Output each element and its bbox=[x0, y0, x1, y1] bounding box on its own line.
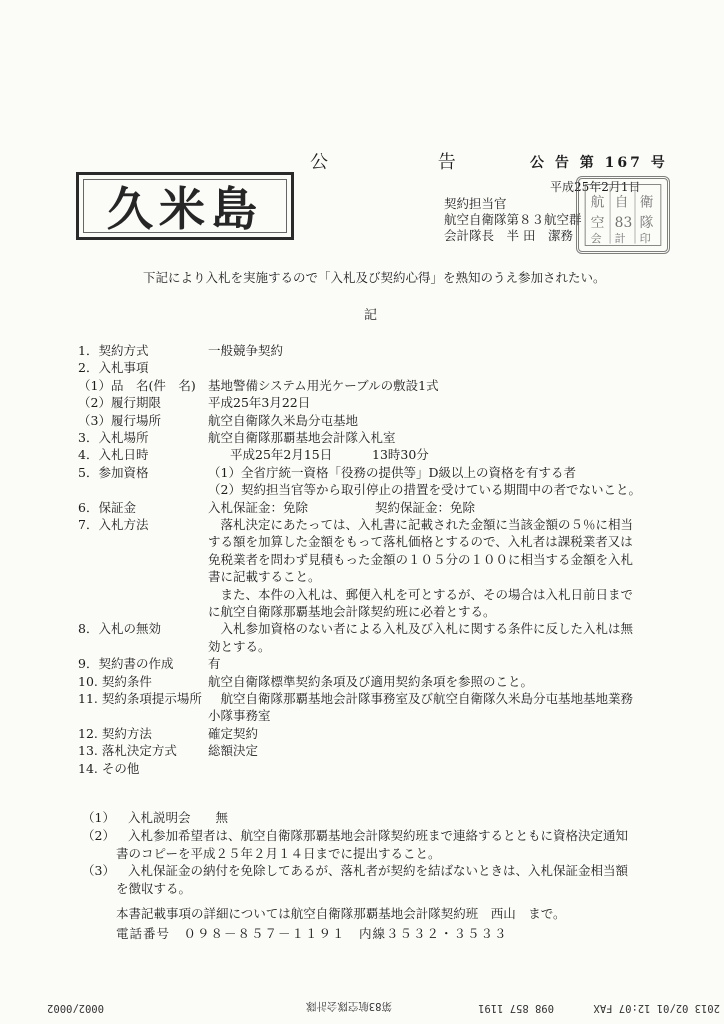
footer-phone: 電話番号 ０９８－８５７－１１９１ 内線３５３２・３５３３ bbox=[116, 926, 508, 941]
item-value: 免税業者を問わず見積もった金額の１０５分の１００に相当する金額を入札 bbox=[208, 552, 634, 567]
document-title: 公 告 bbox=[310, 152, 508, 173]
item-label: 2．入札事項 bbox=[78, 360, 149, 375]
item-value: また、本件の入札は、郵便入札を可とするが、その場合は入札日前日まで bbox=[208, 587, 634, 602]
item-value: 航空自衛隊那覇基地会計隊事務室及び航空自衛隊久米島分屯基地基地業務 bbox=[208, 691, 634, 706]
item-value: 有 bbox=[208, 656, 221, 671]
contract-officer-name: 会計隊長 半 田 潔務 bbox=[444, 228, 573, 243]
svg-text:航: 航 bbox=[590, 194, 605, 211]
contract-officer-role: 契約担当官 bbox=[444, 196, 507, 211]
svg-text:83: 83 bbox=[614, 215, 633, 231]
fax-page: 0002/0002 bbox=[47, 1002, 104, 1014]
other-note-text: を徴収する。 bbox=[116, 881, 192, 896]
item-label: 9．契約書の作成 bbox=[78, 656, 174, 671]
kumejima-stamp bbox=[76, 172, 294, 240]
item-value: 一般競争契約 bbox=[208, 343, 284, 358]
item-value: 確定契約 bbox=[208, 726, 259, 741]
other-note-text: 入札説明会 無 bbox=[128, 810, 229, 825]
item-value: 航空自衛隊標準契約条項及び適用契約条項を参照のこと。 bbox=[208, 674, 534, 689]
other-note-text: 入札参加希望者は、航空自衛隊那覇基地会計隊契約班まで連絡するとともに資格決定通知 bbox=[128, 828, 629, 843]
item-value: 入札参加資格のない者による入札及び入札に関する条件に反した入札は無 bbox=[208, 621, 634, 636]
ki-heading: 記 bbox=[364, 308, 378, 323]
item-extra: 契約保証金：免除 bbox=[375, 500, 476, 515]
item-label: 1．契約方式 bbox=[78, 343, 149, 358]
notice-date: 平成25年2月1日 bbox=[550, 180, 641, 194]
svg-text:空: 空 bbox=[590, 215, 605, 231]
item-label: 3．入札場所 bbox=[78, 430, 149, 445]
item-value: する額を加算した金額をもって落札価格とするので、入札者は課税業者又は bbox=[208, 534, 633, 549]
item-label: 10. 契約条件 bbox=[78, 674, 152, 689]
official-seal bbox=[576, 176, 670, 254]
item-label: 12. 契約方法 bbox=[78, 726, 152, 741]
svg-text:会: 会 bbox=[590, 231, 602, 245]
item-value: 総額決定 bbox=[208, 743, 259, 758]
other-note-number: （2） bbox=[82, 828, 115, 843]
fax-number: 098 857 1191 bbox=[478, 1002, 554, 1014]
svg-text:自: 自 bbox=[614, 194, 629, 211]
item-value: 小隊事務室 bbox=[208, 708, 271, 723]
item-value: 入札保証金：免除 bbox=[208, 500, 309, 515]
item-label: （2）履行期限 bbox=[78, 395, 161, 410]
item-label: 4．入札日時 bbox=[78, 447, 149, 462]
other-note-text: 入札保証金の納付を免除してあるが、落札者が契約を結ばないときは、入札保証金相当額 bbox=[128, 863, 629, 878]
item-label: 11. 契約条項提示場所 bbox=[78, 691, 202, 706]
fax-timestamp: 2013 02/01 12:07 FAX bbox=[593, 1002, 720, 1014]
item-label: （1）品 名(件 名) bbox=[78, 378, 196, 393]
item-label: 6．保証金 bbox=[78, 500, 136, 515]
other-note-number: （3） bbox=[82, 863, 115, 878]
item-value: 書に記載すること。 bbox=[208, 569, 321, 584]
svg-text:印: 印 bbox=[639, 231, 651, 245]
item-value: 効とする。 bbox=[208, 639, 271, 654]
item-label: 5．参加資格 bbox=[78, 465, 149, 480]
notice-number: 公 告 第 167 号 bbox=[530, 155, 668, 171]
item-label: 7．入札方法 bbox=[78, 517, 149, 532]
item-value: 平成25年3月22日 bbox=[208, 395, 311, 410]
svg-text:衛: 衛 bbox=[639, 194, 654, 211]
intro-text: 下記により入札を実施するので「入札及び契約心得」を熟知のうえ参加されたい。 bbox=[143, 270, 606, 285]
item-value: 平成25年2月15日 bbox=[230, 447, 333, 462]
item-value: 航空自衛隊久米島分屯基地 bbox=[208, 413, 359, 428]
kumejima-stamp-text: 久米島 bbox=[107, 182, 263, 236]
item-label: 13. 落札決定方式 bbox=[78, 743, 177, 758]
svg-text:隊: 隊 bbox=[639, 215, 654, 231]
item-label: （3）履行場所 bbox=[78, 413, 161, 428]
item-extra: 13時30分 bbox=[372, 447, 429, 462]
item-value: 落札決定にあたっては、入札書に記載された金額に当該金額の５％に相当 bbox=[208, 517, 634, 532]
item-value: に航空自衛隊那覇基地会計隊契約班に必着とする。 bbox=[208, 604, 496, 619]
item-value: 基地警備システム用光ケーブルの敷設1式 bbox=[208, 378, 439, 393]
other-note-number: （1） bbox=[82, 810, 115, 825]
footer-detail: 本書記載事項の詳細については航空自衛隊那覇基地会計隊契約班 西山 まで。 bbox=[116, 906, 566, 921]
item-label: 8．入札の無効 bbox=[78, 621, 161, 636]
other-note-text: 書のコピーを平成２５年２月１４日までに提出すること。 bbox=[116, 846, 441, 861]
item-value: （2）契約担当官等から取引停止の措置を受けている期間中の者でないこと。 bbox=[208, 482, 641, 497]
svg-text:計: 計 bbox=[614, 231, 626, 245]
item-value: （1）全省庁統一資格「役務の提供等」D級以上の資格を有する者 bbox=[208, 465, 576, 480]
fax-sender: 第83航空隊会計隊 bbox=[305, 1000, 392, 1012]
contract-officer-unit: 航空自衛隊第８３航空群 bbox=[444, 212, 582, 227]
item-value: 航空自衛隊那覇基地会計隊入札室 bbox=[208, 430, 396, 445]
official-seal-graphic bbox=[579, 179, 667, 251]
fax-header-strip bbox=[0, 996, 724, 1016]
item-label: 14. その他 bbox=[78, 761, 140, 776]
